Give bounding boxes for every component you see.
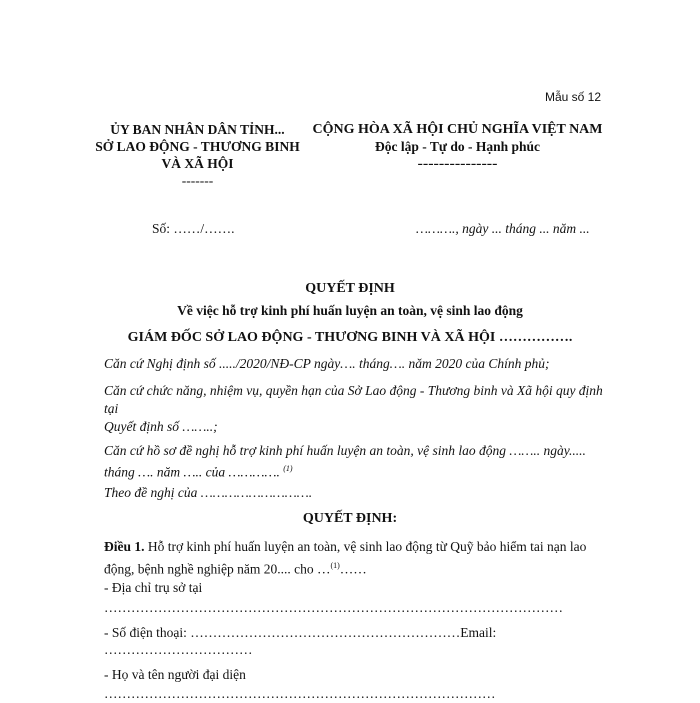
article-1-label: Điều 1. (104, 539, 145, 554)
phone-email-label: - Số điện thoại: ……………………………………………………Email: (104, 625, 497, 640)
basis-authority-text: Căn cứ chức năng, nhiệm vụ, quyền hạn của Sở Lao động - Thương binh và Xã hội quy định tại (104, 383, 603, 416)
basis-authority (104, 382, 604, 436)
address-fill-line: ………………………………………………………………………………………… (104, 600, 563, 615)
nation-underline: --------------- (417, 155, 498, 172)
basis-decree: Căn cứ Nghị định số ...../2020/NĐ-CP ngày…. tháng…. năm 2020 của Chính phủ; (104, 356, 550, 371)
decides-heading: QUYẾT ĐỊNH: (302, 511, 398, 526)
agency-line-3: VÀ XÃ HỘI (161, 156, 234, 171)
basis-dossier (104, 442, 604, 482)
nation-header (300, 121, 615, 172)
basis-authority-decision: Quyết định số ……..; (104, 419, 218, 434)
document-number: Số: ……/……. (152, 221, 235, 236)
article-1 (104, 537, 604, 579)
nation-title: CỘNG HÒA XÃ HỘI CHỦ NGHĨA VIỆT NAM (312, 122, 603, 137)
form-number: Mẫu số 12 (545, 90, 602, 104)
agency-line-1: ỦY BAN NHÂN DÂN TỈNH... (110, 122, 285, 137)
basis-dossier-text: Căn cứ hồ sơ đề nghị hỗ trợ kinh phí huấn luyện an toàn, vệ sinh lao động …….. ngày..... tháng …. năm ….. của …………. (104, 443, 586, 480)
footnote-marker: (1) (330, 561, 340, 570)
basis-proposal: Theo đề nghị của ………………………. (104, 485, 313, 500)
agency-line-2: SỞ LAO ĐỘNG - THƯƠNG BINH (95, 139, 300, 154)
representative-fill-line: …………………………………………………………………………… (104, 686, 496, 701)
decision-subject: Về việc hỗ trợ kinh phí huấn luyện an toàn, vệ sinh lao động (177, 303, 523, 318)
email-fill-line: …………………………… (104, 642, 253, 657)
issuer-title: GIÁM ĐỐC SỞ LAO ĐỘNG - THƯƠNG BINH VÀ XÃ HỘI ……………. (127, 330, 573, 345)
address-label: - Địa chỉ trụ sở tại (104, 580, 203, 595)
nation-motto: Độc lập - Tự do - Hạnh phúc (374, 139, 541, 154)
date-line: ………., ngày ... tháng ... năm ... (416, 221, 590, 236)
agency-underline: ------- (181, 173, 214, 188)
article-1-tail: …… (339, 561, 367, 577)
representative-label: - Họ và tên người đại diện (104, 667, 246, 682)
decision-title: QUYẾT ĐỊNH (305, 281, 395, 296)
article-1-text: Hỗ trợ kinh phí huấn luyện an toàn, vệ sinh lao động từ Quỹ bảo hiểm tai nạn lao động, bệnh nghề nghiệp năm 20.... cho … (104, 539, 587, 577)
agency-header (95, 121, 300, 189)
footnote-marker: (1) (283, 464, 293, 473)
